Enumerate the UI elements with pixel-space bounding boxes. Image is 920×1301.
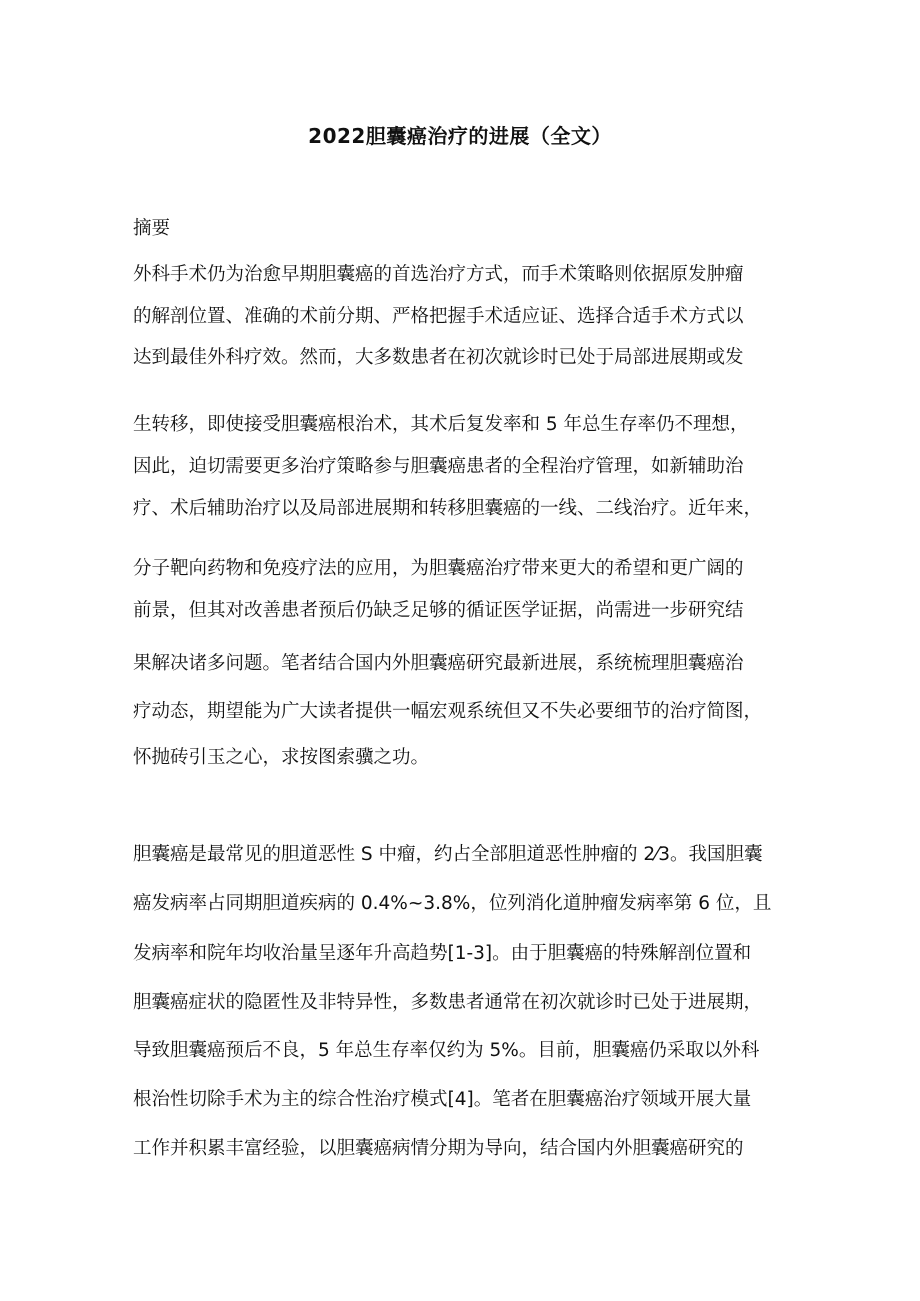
text-line: 果解决诸多问题。笔者结合国内外胆囊癌研究最新进展，系统梳理胆囊癌治 [133,653,744,674]
text-line: 的解剖位置、准确的术前分期、严格把握手术适应证、选择合适手术方式以 [133,306,744,327]
text-line: 疗动态，期望能为广大读者提供一幅宏观系统但又不失必要细节的治疗简图， [133,701,763,722]
text-line: 前景，但其对改善患者预后仍缺乏足够的循证医学证据，尚需进一步研究结 [133,600,744,621]
text-line: 怀抛砖引玉之心，求按图索骥之功。 [133,747,430,768]
document-title: 2022胆囊癌治疗的进展（全文） [308,124,612,148]
text-line: 分子靶向药物和免疫疗法的应用，为胆囊癌治疗带来更大的希望和更广阔的 [133,558,744,579]
text-line: 疗、术后辅助治疗以及局部进展期和转移胆囊癌的一线、二线治疗。近年来， [133,498,763,519]
text-line: 胆囊癌是最常见的胆道恶性 S 中瘤，约占全部胆道恶性肿瘤的 2⁄3。我国胆囊 [133,844,763,865]
abstract-heading: 摘要 [133,218,171,239]
text-line: 因此，迫切需要更多治疗策略参与胆囊癌患者的全程治疗管理，如新辅助治 [133,456,744,477]
text-line: 达到最佳外科疗效。然而，大多数患者在初次就诊时已处于局部进展期或发 [133,347,744,368]
text-line: 胆囊癌症状的隐匿性及非特异性，多数患者通常在初次就诊时已处于进展期， [133,992,763,1013]
text-line: 根治性切除手术为主的综合性治疗模式[4]。笔者在胆囊癌治疗领域开展大量 [133,1089,752,1110]
text-line: 导致胆囊癌预后不良，5 年总生存率仅约为 5%。目前，胆囊癌仍采取以外科 [133,1040,760,1061]
text-line: 癌发病率占同期胆道疾病的 0.4%~3.8%，位列消化道肿瘤发病率第 6 位，且 [133,893,772,914]
text-line: 工作并积累丰富经验，以胆囊癌病情分期为导向，结合国内外胆囊癌研究的 [133,1138,744,1159]
text-line: 发病率和院年均收治量呈逐年升高趋势[1-3]。由于胆囊癌的特殊解剖位置和 [133,943,752,964]
text-line: 外科手术仍为治愈早期胆囊癌的首选治疗方式，而手术策略则依据原发肿瘤 [133,264,744,285]
text-line: 生转移，即使接受胆囊癌根治术，其术后复发率和 5 年总生存率仍不理想， [133,414,749,435]
